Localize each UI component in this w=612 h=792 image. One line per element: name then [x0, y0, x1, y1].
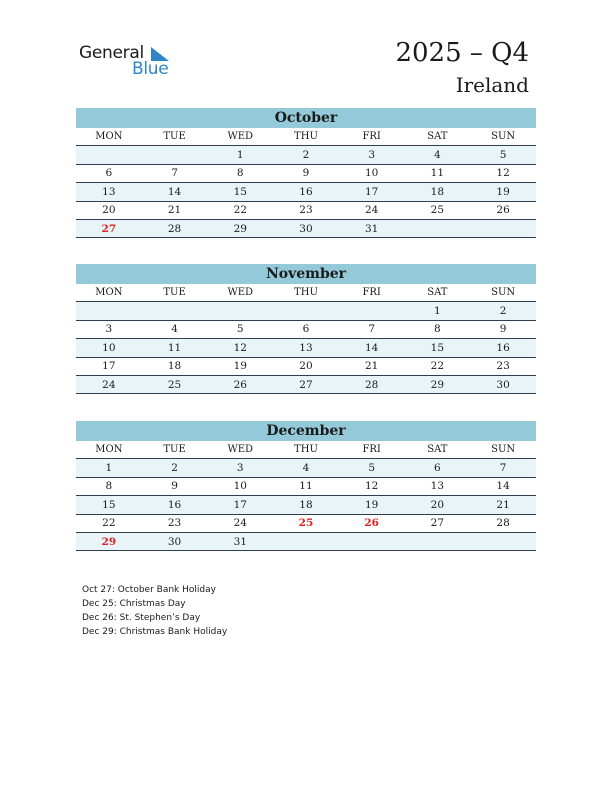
day-cell: 21 [142, 201, 208, 219]
day-cell: 16 [273, 183, 339, 201]
day-cell: 10 [207, 477, 273, 495]
day-cell: 4 [142, 320, 208, 338]
day-cell: 25 [273, 514, 339, 532]
month-title: December [76, 421, 536, 441]
day-cell: 3 [339, 146, 405, 164]
weekday-label: MON [76, 128, 142, 146]
week-row [76, 146, 536, 164]
day-cell [405, 532, 471, 550]
day-cell: 30 [470, 375, 536, 393]
weekday-label: THU [273, 128, 339, 146]
weekday-label: SAT [405, 284, 471, 302]
day-cell: 20 [273, 357, 339, 375]
weekday-label: TUE [142, 128, 208, 146]
day-cell: 31 [207, 532, 273, 550]
day-cell: 24 [207, 514, 273, 532]
month-november [76, 264, 536, 394]
week-row [76, 357, 536, 375]
day-cell: 29 [76, 532, 142, 550]
week-row [76, 496, 536, 514]
day-cell: 20 [76, 201, 142, 219]
month-title: November [76, 264, 536, 284]
day-cell [142, 146, 208, 164]
day-cell: 4 [405, 146, 471, 164]
day-cell: 30 [142, 532, 208, 550]
day-cell: 2 [470, 302, 536, 320]
logo-text-general: General [79, 43, 144, 63]
day-cell: 9 [470, 320, 536, 338]
day-cell: 7 [142, 164, 208, 182]
day-cell: 11 [142, 339, 208, 357]
day-cell: 26 [207, 375, 273, 393]
day-cell: 8 [76, 477, 142, 495]
day-cell: 11 [405, 164, 471, 182]
day-cell: 6 [76, 164, 142, 182]
weekday-label: THU [273, 284, 339, 302]
day-cell: 19 [207, 357, 273, 375]
holiday-notes [82, 583, 227, 639]
weekday-label: MON [76, 441, 142, 459]
day-cell: 5 [207, 320, 273, 338]
day-cell: 11 [273, 477, 339, 495]
day-cell: 21 [470, 496, 536, 514]
day-cell: 19 [470, 183, 536, 201]
weekday-label: SAT [405, 441, 471, 459]
day-cell: 26 [470, 201, 536, 219]
day-cell: 18 [142, 357, 208, 375]
weekday-label: FRI [339, 128, 405, 146]
weekday-header-row [76, 284, 536, 302]
weekday-label: THU [273, 441, 339, 459]
day-cell: 14 [339, 339, 405, 357]
day-cell: 27 [273, 375, 339, 393]
day-cell: 9 [142, 477, 208, 495]
day-cell: 12 [339, 477, 405, 495]
week-row [76, 339, 536, 357]
day-cell: 22 [405, 357, 471, 375]
weekday-label: TUE [142, 441, 208, 459]
month-grid [76, 441, 536, 551]
day-cell: 14 [470, 477, 536, 495]
day-cell: 28 [470, 514, 536, 532]
week-row [76, 219, 536, 237]
week-row [76, 320, 536, 338]
day-cell: 14 [142, 183, 208, 201]
day-cell: 19 [339, 496, 405, 514]
day-cell [76, 302, 142, 320]
day-cell: 23 [142, 514, 208, 532]
day-cell: 16 [470, 339, 536, 357]
day-cell: 3 [76, 320, 142, 338]
week-row [76, 201, 536, 219]
day-cell: 2 [273, 146, 339, 164]
day-cell: 8 [405, 320, 471, 338]
day-cell: 7 [470, 459, 536, 477]
month-title: October [76, 108, 536, 128]
day-cell: 25 [405, 201, 471, 219]
day-cell [339, 302, 405, 320]
day-cell: 15 [76, 496, 142, 514]
holiday-note: Dec 29: Christmas Bank Holiday [82, 627, 228, 637]
day-cell: 1 [405, 302, 471, 320]
weekday-label: SAT [405, 128, 471, 146]
month-grid [76, 284, 536, 394]
day-cell: 17 [339, 183, 405, 201]
day-cell: 12 [207, 339, 273, 357]
month-october [76, 108, 536, 238]
day-cell: 27 [76, 219, 142, 237]
day-cell: 24 [339, 201, 405, 219]
day-cell: 2 [142, 459, 208, 477]
day-cell: 5 [470, 146, 536, 164]
day-cell [76, 146, 142, 164]
weekday-label: FRI [339, 441, 405, 459]
day-cell: 25 [142, 375, 208, 393]
day-cell: 21 [339, 357, 405, 375]
day-cell: 23 [470, 357, 536, 375]
week-row [76, 477, 536, 495]
day-cell: 12 [470, 164, 536, 182]
week-row [76, 375, 536, 393]
holiday-note: Dec 25: Christmas Day [82, 599, 186, 609]
week-row [76, 514, 536, 532]
month-grid [76, 128, 536, 238]
week-row [76, 459, 536, 477]
day-cell: 16 [142, 496, 208, 514]
page-title: 2025 – Q4 [395, 38, 529, 68]
holiday-note: Oct 27: October Bank Holiday [82, 585, 216, 595]
day-cell: 4 [273, 459, 339, 477]
weekday-label: TUE [142, 284, 208, 302]
day-cell: 29 [405, 375, 471, 393]
day-cell: 18 [405, 183, 471, 201]
day-cell: 5 [339, 459, 405, 477]
day-cell: 10 [76, 339, 142, 357]
country-name: Ireland [455, 73, 529, 97]
day-cell: 15 [207, 183, 273, 201]
holiday-note: Dec 26: St. Stephen’s Day [82, 613, 201, 623]
day-cell: 13 [273, 339, 339, 357]
day-cell: 22 [207, 201, 273, 219]
day-cell: 3 [207, 459, 273, 477]
day-cell: 27 [405, 514, 471, 532]
generalblue-logo [79, 43, 189, 79]
weekday-label: WED [207, 284, 273, 302]
day-cell [470, 532, 536, 550]
day-cell: 9 [273, 164, 339, 182]
day-cell [142, 302, 208, 320]
weekday-label: FRI [339, 284, 405, 302]
week-row [76, 164, 536, 182]
weekday-label: WED [207, 441, 273, 459]
day-cell: 1 [76, 459, 142, 477]
day-cell: 17 [76, 357, 142, 375]
day-cell: 22 [76, 514, 142, 532]
day-cell: 15 [405, 339, 471, 357]
day-cell: 13 [76, 183, 142, 201]
day-cell [470, 219, 536, 237]
day-cell: 18 [273, 496, 339, 514]
day-cell: 23 [273, 201, 339, 219]
day-cell: 8 [207, 164, 273, 182]
day-cell [273, 302, 339, 320]
day-cell [273, 532, 339, 550]
week-row [76, 302, 536, 320]
day-cell: 17 [207, 496, 273, 514]
weekday-label: MON [76, 284, 142, 302]
weekday-label: SUN [470, 128, 536, 146]
day-cell: 28 [339, 375, 405, 393]
day-cell: 6 [273, 320, 339, 338]
day-cell: 24 [76, 375, 142, 393]
weekday-label: WED [207, 128, 273, 146]
day-cell: 31 [339, 219, 405, 237]
day-cell [207, 302, 273, 320]
day-cell: 29 [207, 219, 273, 237]
week-row [76, 183, 536, 201]
day-cell: 1 [207, 146, 273, 164]
day-cell: 20 [405, 496, 471, 514]
logo-text-blue: Blue [132, 59, 169, 79]
weekday-header-row [76, 441, 536, 459]
weekday-label: SUN [470, 284, 536, 302]
weekday-label: SUN [470, 441, 536, 459]
day-cell: 6 [405, 459, 471, 477]
day-cell [339, 532, 405, 550]
week-row [76, 532, 536, 550]
day-cell [405, 219, 471, 237]
month-december [76, 421, 536, 551]
day-cell: 13 [405, 477, 471, 495]
day-cell: 10 [339, 164, 405, 182]
weekday-header-row [76, 128, 536, 146]
day-cell: 7 [339, 320, 405, 338]
day-cell: 28 [142, 219, 208, 237]
day-cell: 30 [273, 219, 339, 237]
day-cell: 26 [339, 514, 405, 532]
